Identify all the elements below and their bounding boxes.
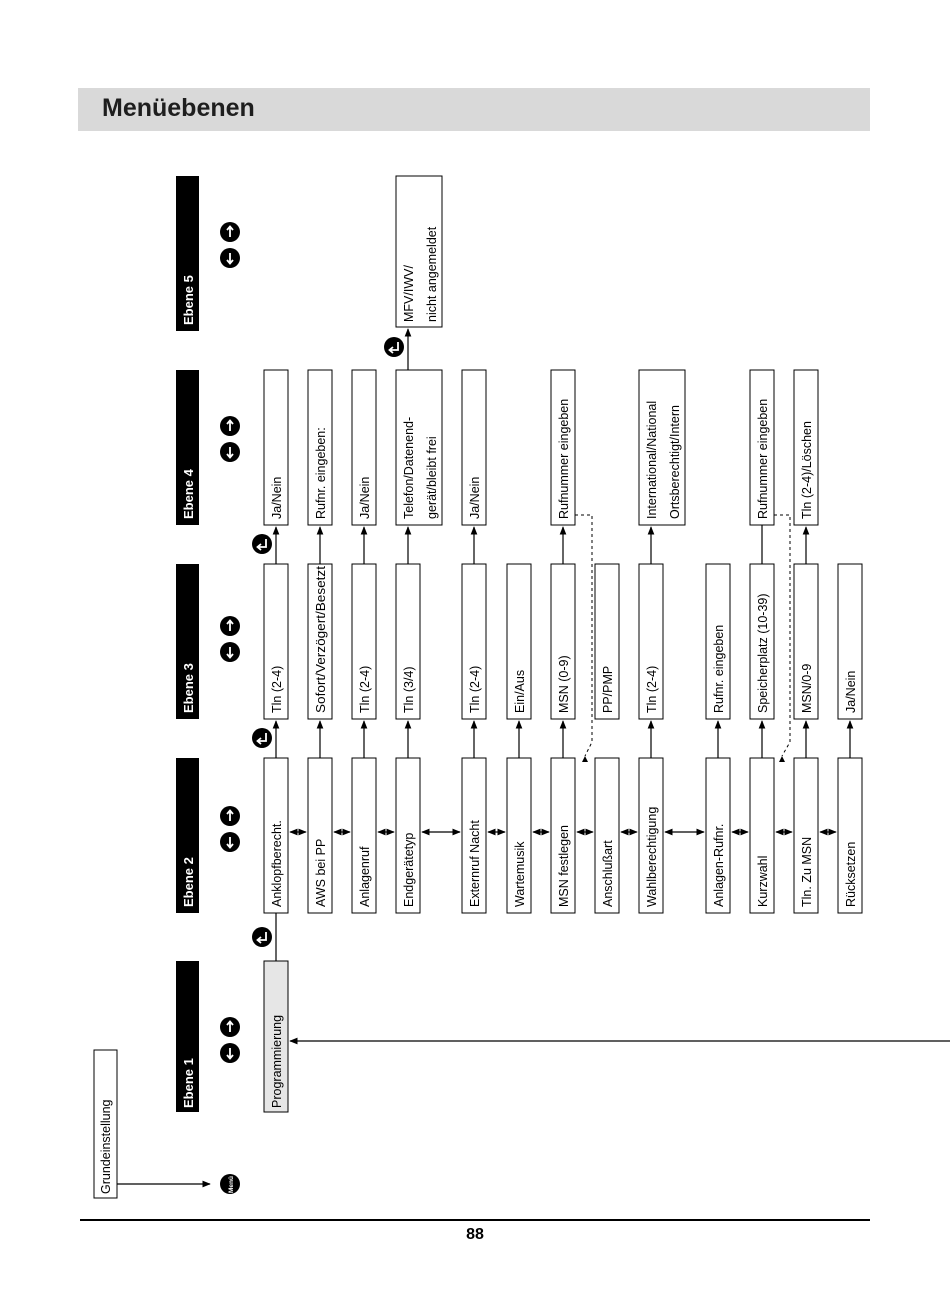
node-l2-anlagenruf [352, 758, 376, 913]
enter-key-icon [252, 534, 272, 554]
node-l2-msn-festlegen [551, 758, 575, 913]
node-programmierung [264, 961, 288, 1112]
nav-keys-level-4 [220, 416, 240, 462]
l4-label: Ja/Nein [270, 476, 284, 519]
enter-key-icon [252, 927, 272, 947]
enter-key-icon [252, 728, 272, 748]
l2-label: Rücksetzen [844, 841, 858, 907]
node-l3-tln-2-4 [462, 564, 486, 719]
l3-label: PP/PMP [601, 665, 615, 713]
level-2-column [264, 758, 862, 913]
l3-label: Sofort/Verzögert/Besetzt [314, 577, 328, 713]
node-l4-ja-nein [264, 370, 288, 525]
node-l2-anlagen-rufnr [706, 758, 730, 913]
level-2-label: Ebene 2 [181, 857, 196, 907]
grundeinstellung-label: Grundeinstellung [99, 1099, 113, 1194]
l5-label: MFV/IWV/ [402, 265, 416, 322]
node-l3-rufnr-eingeben [706, 564, 730, 719]
level-3-label: Ebene 3 [181, 663, 196, 713]
node-l3-pp-pmp [595, 564, 619, 719]
l3-label: Tln (3/4) [402, 666, 416, 713]
enter-key-icon [384, 337, 404, 357]
node-l4-international [639, 370, 685, 525]
node-l3-sofort [308, 564, 332, 719]
level-4-label: Ebene 4 [181, 469, 196, 519]
level-5-label: Ebene 5 [181, 275, 196, 325]
l3-label: MSN/0-9 [800, 663, 814, 713]
level-header-5 [176, 176, 199, 331]
l2-label: Endgerätetyp [402, 832, 416, 907]
down-arrow-icon [220, 248, 240, 268]
up-arrow-icon [220, 806, 240, 826]
l4-label: Tln (2-4)/Löschen [800, 421, 814, 519]
level-header-2 [176, 758, 199, 913]
l2-label: Anlagen-Rufnr. [712, 823, 726, 907]
up-arrow-icon [220, 222, 240, 242]
node-l4-tln-loeschen [794, 370, 818, 525]
node-l2-kurzwahl [750, 758, 774, 913]
l3-label: Rufnr. eingeben [712, 624, 726, 713]
down-arrow-icon [220, 442, 240, 462]
l2-label: Externruf Nacht [468, 820, 482, 907]
node-l2-externruf-nacht [462, 758, 486, 913]
l3-label: Ein/Aus [513, 669, 527, 713]
l3-label: Ja/Nein [844, 670, 858, 713]
node-l4-rufnummer-eingeben [551, 370, 575, 525]
node-l3-speicherplatz [750, 564, 774, 719]
l2-label: Anschlußart [601, 840, 615, 907]
l2-label: Anklopfberecht. [270, 820, 284, 907]
l2-label: Anlagenruf [358, 846, 372, 907]
connectors-l2-l3 [276, 721, 850, 758]
page-number: 88 [466, 1226, 484, 1243]
node-l3-ein-aus [507, 564, 531, 719]
node-l3-tln-3-4 [396, 564, 420, 719]
l2-label: AWS bei PP [314, 838, 328, 907]
up-arrow-icon [220, 416, 240, 436]
down-arrow-icon [220, 642, 240, 662]
node-l4-ja-nein [352, 370, 376, 525]
l4-label: Rufnr. eingeben: [314, 427, 328, 519]
l4-label: International/National [645, 400, 659, 519]
down-arrow-icon [220, 1043, 240, 1063]
menu-key-icon [220, 1174, 240, 1194]
l2-label: Wahlberechtigung [645, 806, 659, 907]
l5-label-line2: nicht angemeldet [425, 226, 439, 322]
node-l2-anschlussart [595, 758, 619, 913]
node-l2-wahlberechtigung [639, 758, 663, 913]
node-l4-telefon-datenend [396, 370, 442, 525]
level-1-label: Ebene 1 [181, 1058, 196, 1108]
node-l3-tln-2-4 [352, 564, 376, 719]
level-header-1 [176, 961, 199, 1112]
node-l2-aws-bei-pp [308, 758, 332, 913]
l4-label: Ja/Nein [358, 476, 372, 519]
l4-label: Rufnummer eingeben [557, 398, 571, 519]
menu-key-label: Menü [228, 1176, 235, 1193]
level-header-3 [176, 564, 199, 719]
node-l3-msn-0-9 [551, 564, 575, 719]
node-l3-msn-0-9b [794, 564, 818, 719]
l3-label: Tln (2-4) [645, 665, 659, 713]
node-l2-endgeraetetyp [396, 758, 420, 913]
l3-label: Tln (2-4) [358, 665, 372, 713]
l3-label: Speicherplatz (10-39) [756, 593, 770, 713]
l4-label: Rufnummer eingeben [756, 398, 770, 519]
programmierung-label: Programmierung [270, 1014, 284, 1108]
l3-label: MSN (0-9) [557, 655, 571, 713]
nav-keys-level-2 [220, 806, 240, 852]
l2-label: Wartemusik [513, 841, 527, 907]
footer-rule [80, 1219, 870, 1221]
connectors-l3-l4 [276, 521, 806, 564]
l4-label: Telefon/Datenend- [402, 416, 416, 519]
l4-label: Ja/Nein [468, 476, 482, 519]
level-4-column [264, 370, 818, 525]
l3-label: Tln (2-4) [270, 665, 284, 713]
node-l3-ja-nein [838, 564, 862, 719]
down-arrow-icon [220, 832, 240, 852]
node-l4-ja-nein [462, 370, 486, 525]
node-l3-tln-2-4 [639, 564, 663, 719]
nav-keys-level-1 [220, 1017, 240, 1063]
l2-label: Kurzwahl [756, 855, 770, 907]
nav-keys-level-3 [220, 616, 240, 662]
nav-keys-level-5 [220, 222, 240, 268]
grundeinstellung-node [94, 1050, 117, 1198]
l4-label-line2: gerät/bleibt frei [425, 436, 439, 519]
node-l2-wartemusik [507, 758, 531, 913]
level-3-column [264, 564, 862, 719]
level-header-4 [176, 370, 199, 525]
up-arrow-icon [220, 616, 240, 636]
node-l2-tln-zu-msn [794, 758, 818, 913]
node-l2-ruecksetzen [838, 758, 862, 913]
l2-label: Tln. Zu MSN [800, 836, 814, 907]
node-l3-tln-2-4 [264, 564, 288, 719]
up-arrow-icon [220, 1017, 240, 1037]
l4-label-line2: Ortsberechtigt/Intern [668, 405, 682, 519]
node-l5-mfv-iwv [396, 176, 442, 327]
l3-label: Tln (2-4) [468, 665, 482, 713]
l2-label: MSN festlegen [557, 825, 571, 907]
node-l4-rufnummer-eingeben [750, 370, 774, 525]
node-l4-rufnr-eingeben [308, 370, 332, 525]
node-l2-anklopfberecht [264, 758, 288, 913]
page-title: Menüebenen [102, 94, 255, 122]
